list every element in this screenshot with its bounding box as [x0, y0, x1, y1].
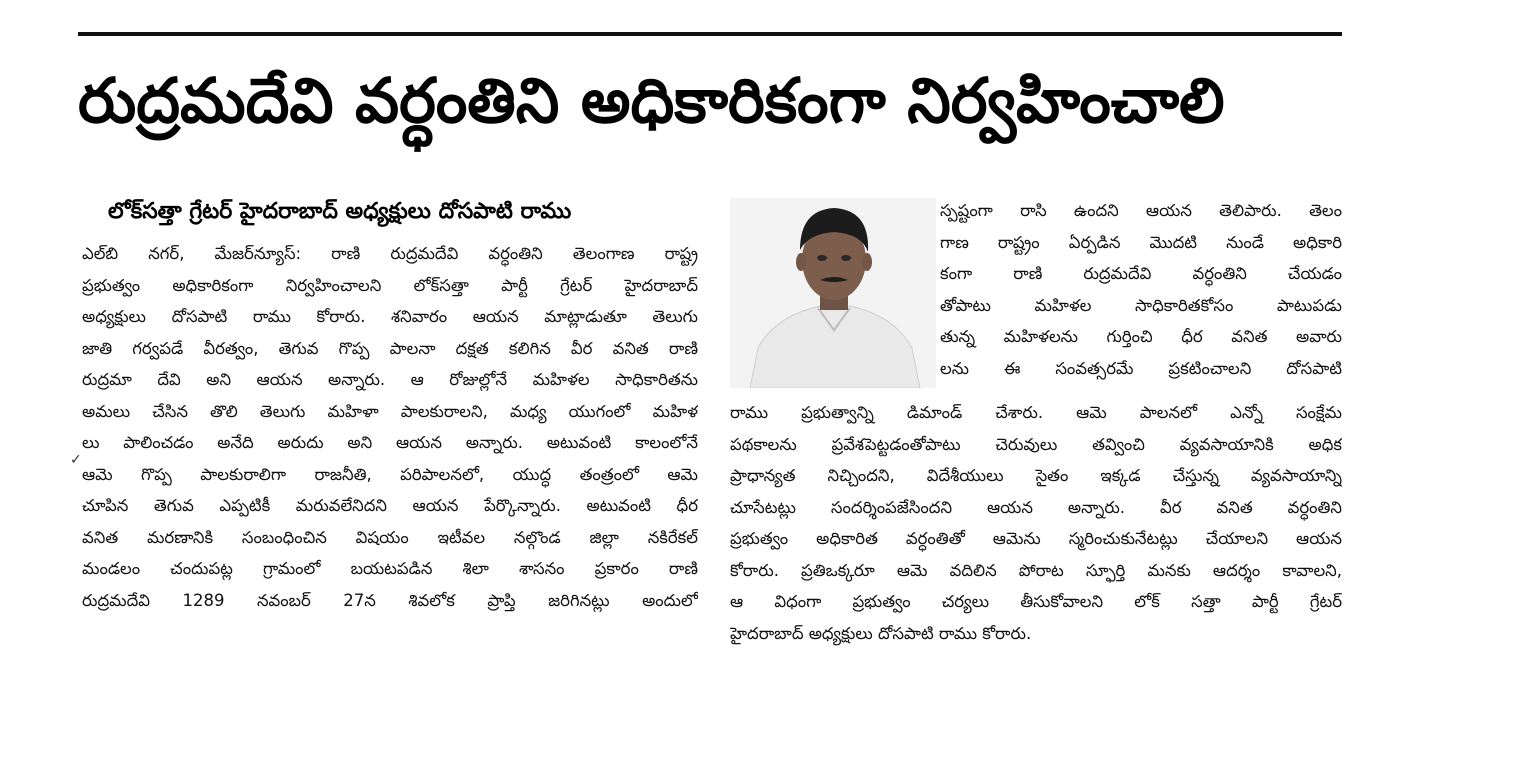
text-line: లు పాలించడం అనేది అరుదు అని ఆయన అన్నారు. అటువంటి కాలంలోనే — [82, 433, 698, 452]
text-line: అధ్యక్షులు దోసపాటి రాము కోరారు. శనివారం ఆయన మాట్లాడుతూ తెలుగు — [82, 307, 698, 326]
text-line: తున్న మహిళలను గుర్తించి ధీర వనిత అవారు — [940, 327, 1342, 346]
right-column-bottom — [730, 397, 1342, 649]
headline: రుద్రమదేవి వర్ధంతిని అధికారికంగా నిర్వహించాలి — [78, 64, 1225, 137]
text-line: జాతి గర్వపడే వీరత్వం, తెగువ గొప్ప పాలనా దక్షత కలిగిన వీర వనిత రాణి — [82, 338, 698, 358]
person-icon — [730, 198, 936, 388]
text-line: ప్రాధాన్యత నిచ్చిందని, విదేశీయులు సైతం ఇక్కడ చేస్తున్న వ్యవసాయాన్ని — [730, 466, 1342, 485]
text-line: చూపిన తెగువ ఎప్పటికీ మరువలేనిదని ఆయన పేర్కొన్నారు. అటువంటి ధీర — [82, 496, 698, 515]
right-column-top — [940, 195, 1342, 384]
text-line: ఎల్‌బి నగర్, మేజర్‌న్యూస్‌: రాణి రుద్రమదేవి వర్ధంతిని తెలంగాణ రాష్ట్ర — [82, 244, 698, 263]
text-line: అమలు చేసిన తొలి తెలుగు మహిళా పాలకురాలని, మధ్య యుగంలో మహిళ — [82, 401, 698, 421]
text-line: కోరారు. ప్రతిఒక్కరూ ఆమె వదిలిన పోరాట స్ఫూర్తి మనకు ఆదర్శం కావాలని, — [730, 560, 1342, 580]
portrait-photo — [730, 198, 936, 388]
text-line: కంగా రాణి రుద్రమదేవి వర్ధంతిని చేయడం — [940, 264, 1342, 283]
text-line: మండలం చందుపట్ల గ్రామంలో బయటపడిన శిలా శాసనం ప్రకారం రాణి — [82, 559, 698, 578]
text-line: ప్రభుత్వం అధికారికంగా నిర్వహించాలని లోక్‌సత్తా పార్టీ గ్రేటర్ హైదరాబాద్ — [82, 275, 698, 295]
text-line: ఆమె గొప్ప పాలకురాలిగా రాజనీతి, పరిపాలనలో, యుద్ధ తంత్రంలో ఆమె — [82, 464, 698, 484]
text-line: గాణ రాష్ట్రం ఏర్పడిన మొదటి నుండే అధికారి — [940, 232, 1342, 252]
top-rule — [78, 32, 1342, 36]
text-line: లను ఈ సంవత్సరమే ప్రకటించాలని దోసపాటి — [940, 358, 1342, 378]
text-line: రాము ప్రభుత్వాన్ని డిమాండ్ చేశారు. ఆమె పాలనలో ఎన్నో సంక్షేమ — [730, 403, 1342, 422]
text-line: హైదరాబాద్ అధ్యక్షులు దోసపాటి రాము కోరారు. — [730, 623, 1032, 643]
text-line: తోపాటు మహిళల సాధికారితకోసం పాటుపడు — [940, 295, 1342, 315]
text-line: స్పష్టంగా రాసి ఉందని ఆయన తెలిపారు. తెలం — [940, 201, 1342, 220]
text-line: రుద్రమా దేవి అని ఆయన అన్నారు. ఆ రోజుల్లోనే మహిళల సాధికారితను — [82, 370, 698, 389]
subheading: లోక్‌సత్తా గ్రేటర్ హైదరాబాద్ అధ్యక్షులు దోసపాటి రాము — [108, 199, 572, 224]
margin-check-mark: ✓ — [70, 452, 82, 468]
text-line: చూసేటట్లు సందర్శింపజేసిందని ఆయన అన్నారు. వీర వనిత వర్ధంతిని — [730, 497, 1342, 517]
text-line: ఆ విధంగా ప్రభుత్వం చర్యలు తీసుకోవాలని లోక్ సత్తా పార్టీ గ్రేటర్ — [730, 592, 1342, 611]
left-column — [82, 238, 698, 616]
text-line: పథకాలను ప్రవేశపెట్టడంతోపాటు చెరువులు తవ్వించి వ్యవసాయానికి అధిక — [730, 434, 1342, 454]
text-line: ప్రభుత్వం అధికారిత వర్ధంతితో ఆమెను స్మరించుకునేటట్లు చేయాలని ఆయన — [730, 529, 1342, 548]
text-line: రుద్రమదేవి 1289 నవంబర్ 27న శివలోక ప్రాప్తి జరిగినట్లు అందులో — [82, 590, 698, 610]
text-line: వనిత మరణానికి సంబంధించిన విషయం ఇటీవల నల్గొండ జిల్లా నకిరేకల్ — [82, 527, 698, 547]
